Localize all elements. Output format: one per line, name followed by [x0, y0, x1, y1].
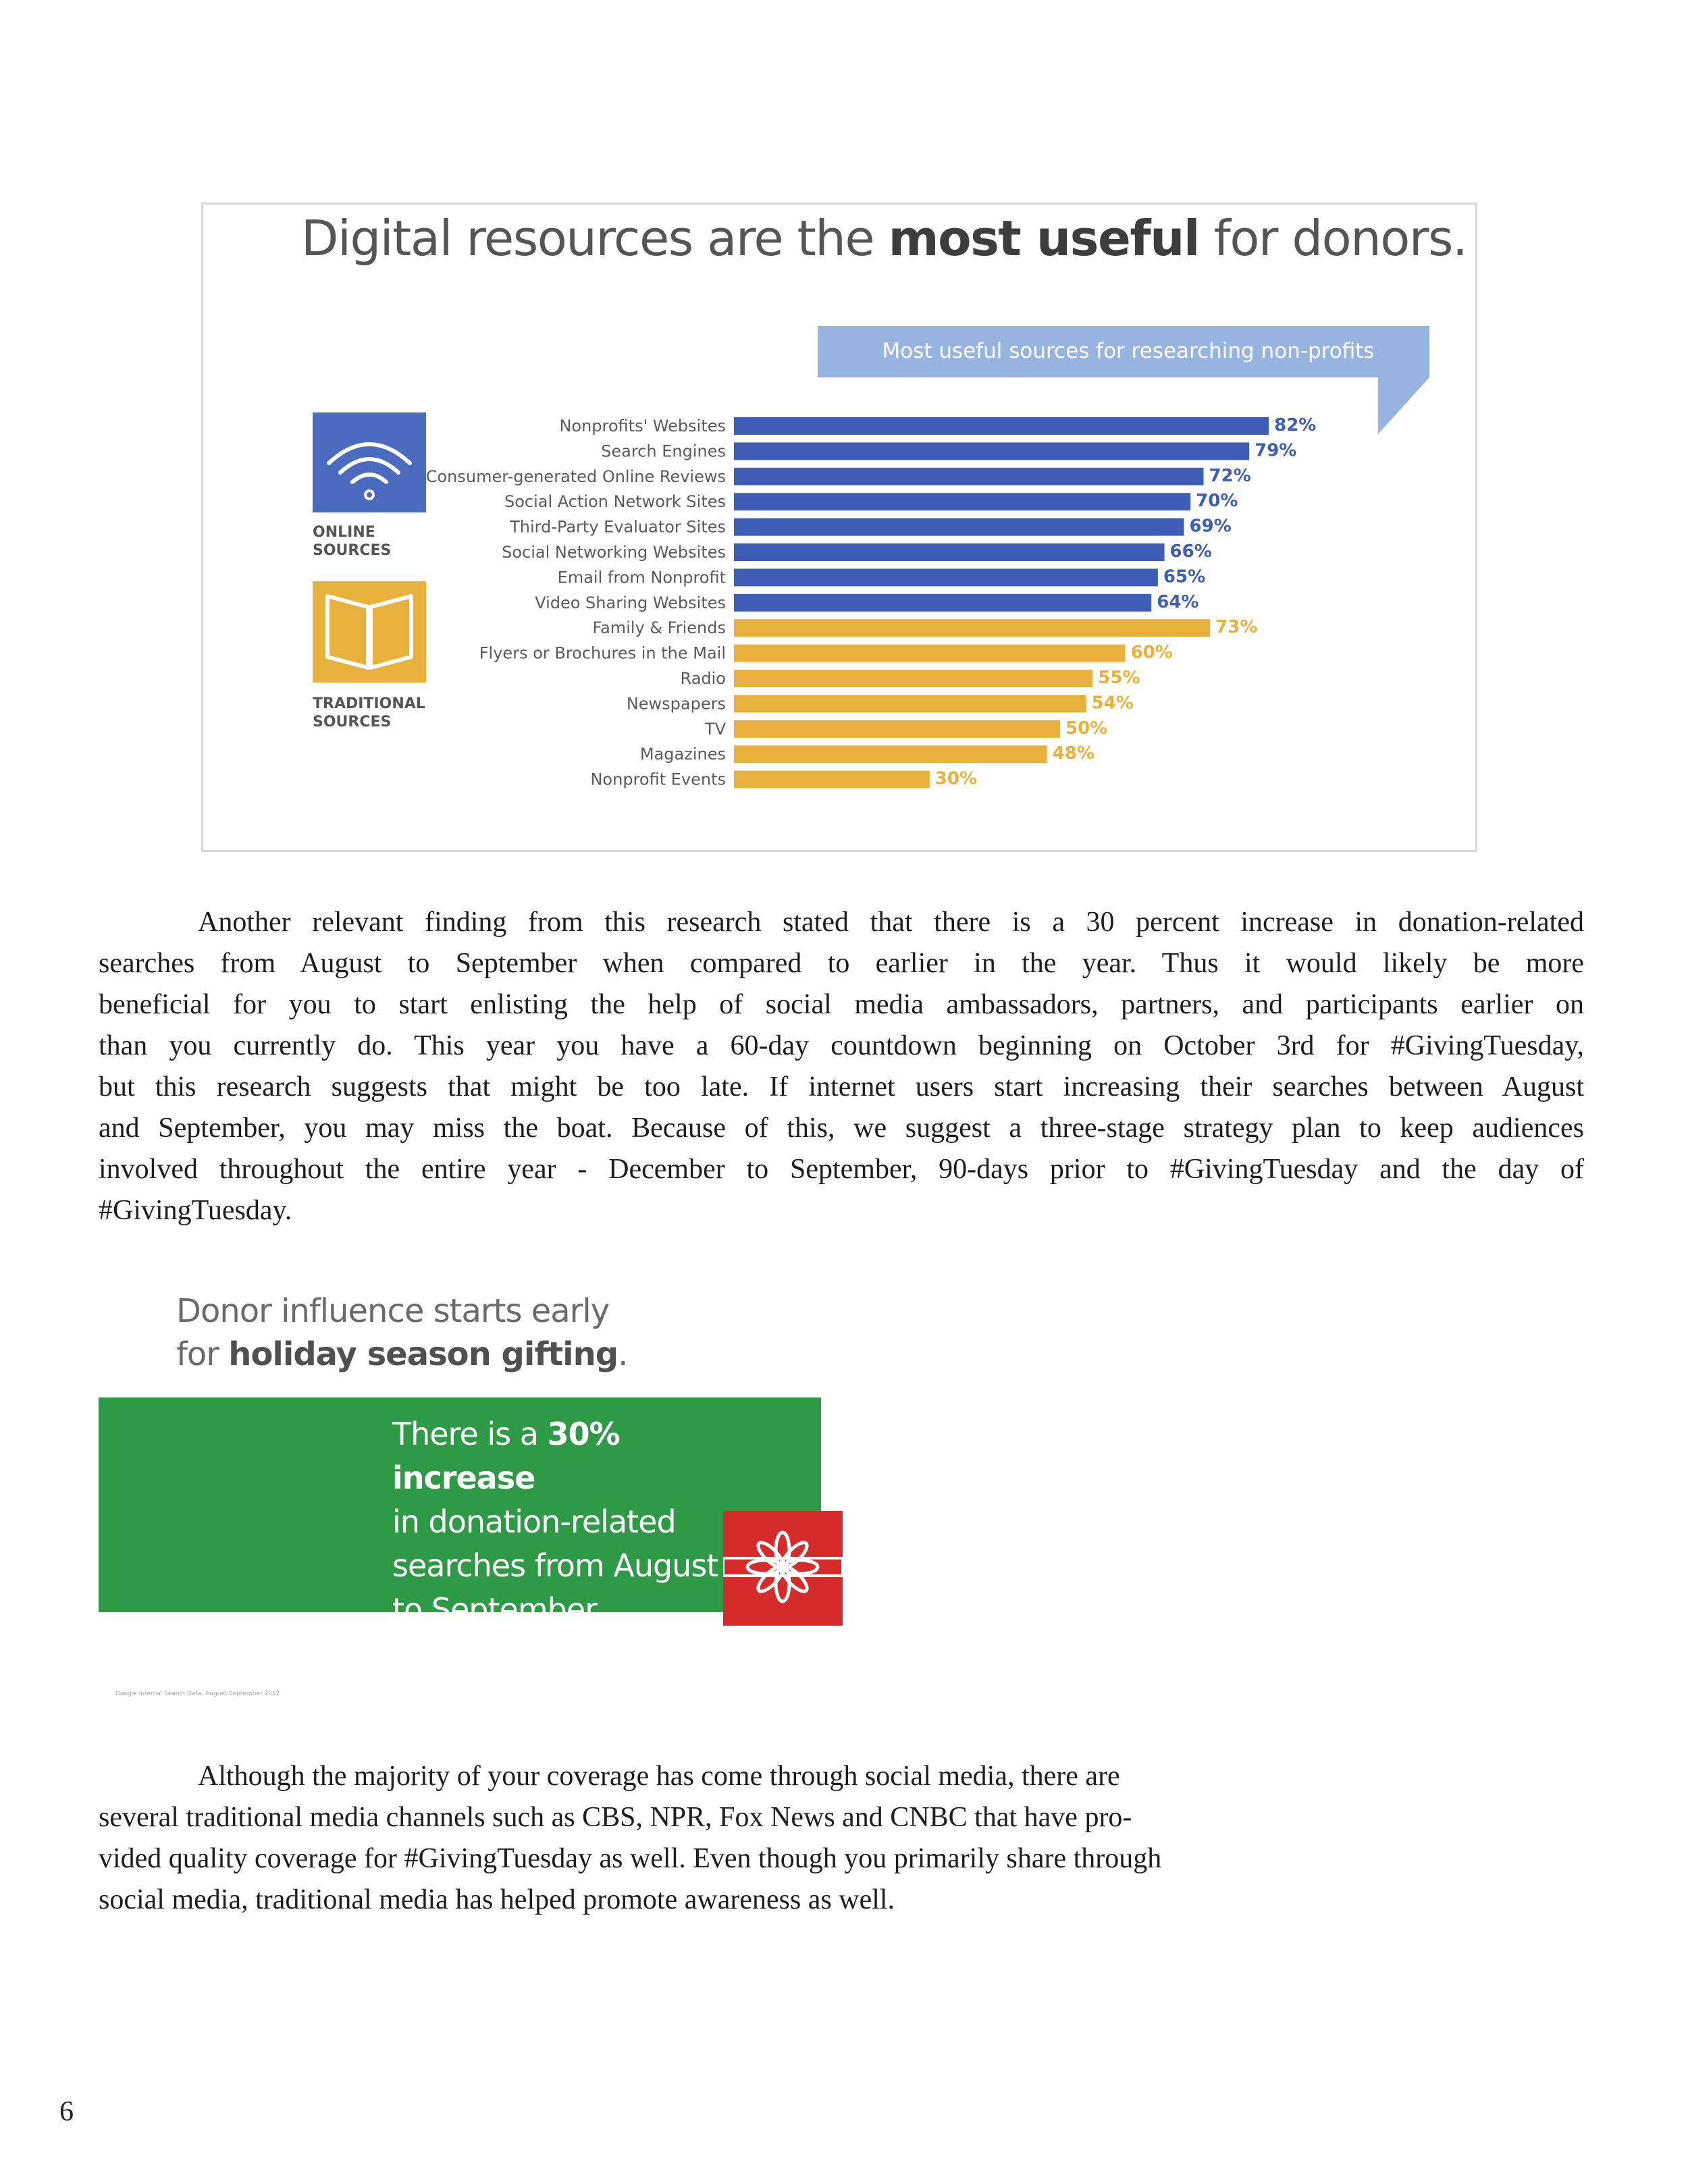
paragraph-1-line: beneficial for you to start enlisting the help of social media ambassadors, partners, and participants earlier on [99, 989, 1584, 1020]
callout-line4: to September [392, 1591, 598, 1628]
donor-heading-line2-pre: for [176, 1335, 229, 1373]
paragraph-1-line: searches from August to September when compared to earlier in the year. Thus it would likely be more [99, 948, 1584, 979]
paragraph-2-line: Although the majority of your coverage has come through social media, there are [198, 1761, 1120, 1792]
paragraph-1-line: and September, you may miss the boat. Because of this, we suggest a three-stage strategy plan to keep audiences [99, 1113, 1584, 1144]
paragraph-traditional-media [99, 1756, 1348, 1921]
callout-line3: searches from August [392, 1547, 718, 1584]
traditional-sources-label-1: TRADITIONAL [313, 695, 425, 712]
bar [734, 543, 1165, 561]
banner-text: Most useful sources for researching non-profits [882, 339, 1375, 363]
value-label: 48% [1052, 743, 1094, 764]
paragraph-1-line: involved throughout the entire year - December to September, 90-days prior to #GivingTuesday and the day of [99, 1154, 1584, 1185]
category-label: Magazines [639, 745, 726, 764]
value-label: 72% [1209, 465, 1251, 486]
bar [734, 619, 1210, 637]
bar-chart [203, 205, 1475, 850]
category-label: Email from Nonprofit [557, 568, 726, 587]
category-label: Radio [680, 669, 726, 688]
bar [734, 695, 1086, 712]
increase-callout-text [392, 1412, 770, 1632]
gift-icon [723, 1511, 843, 1626]
value-label: 65% [1163, 566, 1206, 587]
donor-heading-line2-bold: holiday season gifting [228, 1335, 618, 1373]
bar [734, 745, 1047, 763]
paragraph-2-line: social media, traditional media has helped promote awareness as well. [99, 1884, 895, 1915]
category-label: Flyers or Brochures in the Mail [479, 643, 726, 663]
donor-heading-line1: Donor influence starts early [176, 1292, 610, 1330]
chart-title-regular: Digital resources are the [301, 210, 889, 267]
online-sources-label-1: ONLINE [313, 524, 375, 541]
source-note: Google Internal Search Data, August-September 2012 [115, 1690, 280, 1697]
bar [734, 568, 1158, 586]
value-label: 60% [1130, 642, 1173, 663]
category-label: Social Action Network Sites [504, 492, 726, 512]
paragraph-2-line: several traditional media channels such as CBS, NPR, Fox News and CNBC that have pro- [99, 1802, 1132, 1833]
paragraph-1-line: Another relevant finding from this research stated that there is a 30 percent increase in donation-related [198, 907, 1584, 938]
bar [734, 720, 1060, 738]
category-label: TV [704, 719, 726, 739]
chart-title-bold: most useful [888, 210, 1200, 267]
bar [734, 594, 1151, 612]
bar [734, 771, 930, 789]
increase-callout-box [99, 1397, 821, 1628]
value-label: 73% [1215, 617, 1258, 638]
book-icon [313, 581, 426, 683]
value-label: 30% [934, 768, 978, 789]
value-label: 69% [1189, 516, 1232, 537]
traditional-sources-group [313, 581, 426, 730]
category-label: Consumer-generated Online Reviews [425, 467, 726, 486]
donor-graphic-heading [176, 1289, 627, 1376]
value-label: 79% [1255, 440, 1297, 461]
bars-layer [426, 415, 1317, 789]
value-label: 82% [1274, 415, 1317, 435]
bar [734, 518, 1184, 536]
callout-bold: 30% increase [392, 1416, 620, 1496]
paragraph-research-finding [99, 902, 1584, 1231]
value-label: 50% [1065, 718, 1108, 739]
bar [734, 417, 1269, 435]
online-sources-label-2: SOURCES [313, 542, 392, 559]
bar [734, 670, 1092, 687]
paragraph-1-line: than you currently do. This year you have a 60-day countdown beginning on October 3rd for #GivingTuesday, [99, 1030, 1584, 1061]
bar [734, 493, 1190, 510]
bar [734, 468, 1204, 485]
value-label: 54% [1091, 693, 1134, 714]
category-label: Family & Friends [592, 618, 726, 638]
paragraph-1-line: #GivingTuesday. [99, 1195, 292, 1226]
callout-line2: in donation-related [392, 1503, 676, 1540]
online-sources-group [313, 412, 426, 559]
category-label: Video Sharing Websites [535, 593, 726, 612]
category-label: Search Engines [601, 442, 726, 461]
category-label: Nonprofits' Websites [559, 417, 726, 435]
bar [734, 645, 1126, 662]
chart-figure [201, 203, 1477, 852]
page-number: 6 [59, 2096, 74, 2127]
value-label: 55% [1098, 668, 1140, 688]
category-label: Social Networking Websites [502, 543, 726, 562]
paragraph-2-line: vided quality coverage for #GivingTuesday as well. Even though you primarily share through [99, 1843, 1162, 1874]
callout-pre: There is a [392, 1416, 548, 1452]
donor-heading-line2-end: . [618, 1335, 628, 1373]
chart-title-end: for donors. [1199, 210, 1467, 267]
paragraph-1-line: but this research suggests that might be too late. If internet users start increasing their searches between August [99, 1071, 1584, 1102]
traditional-sources-label-2: SOURCES [313, 714, 392, 730]
value-label: 70% [1196, 491, 1238, 512]
donor-influence-graphic [99, 1283, 862, 1715]
value-label: 66% [1169, 541, 1212, 562]
category-label: Newspapers [626, 694, 726, 714]
category-label: Third-Party Evaluator Sites [510, 517, 726, 537]
category-label: Nonprofit Events [590, 770, 726, 789]
wifi-icon [313, 412, 426, 512]
value-label: 64% [1157, 591, 1199, 612]
bar [734, 442, 1249, 460]
